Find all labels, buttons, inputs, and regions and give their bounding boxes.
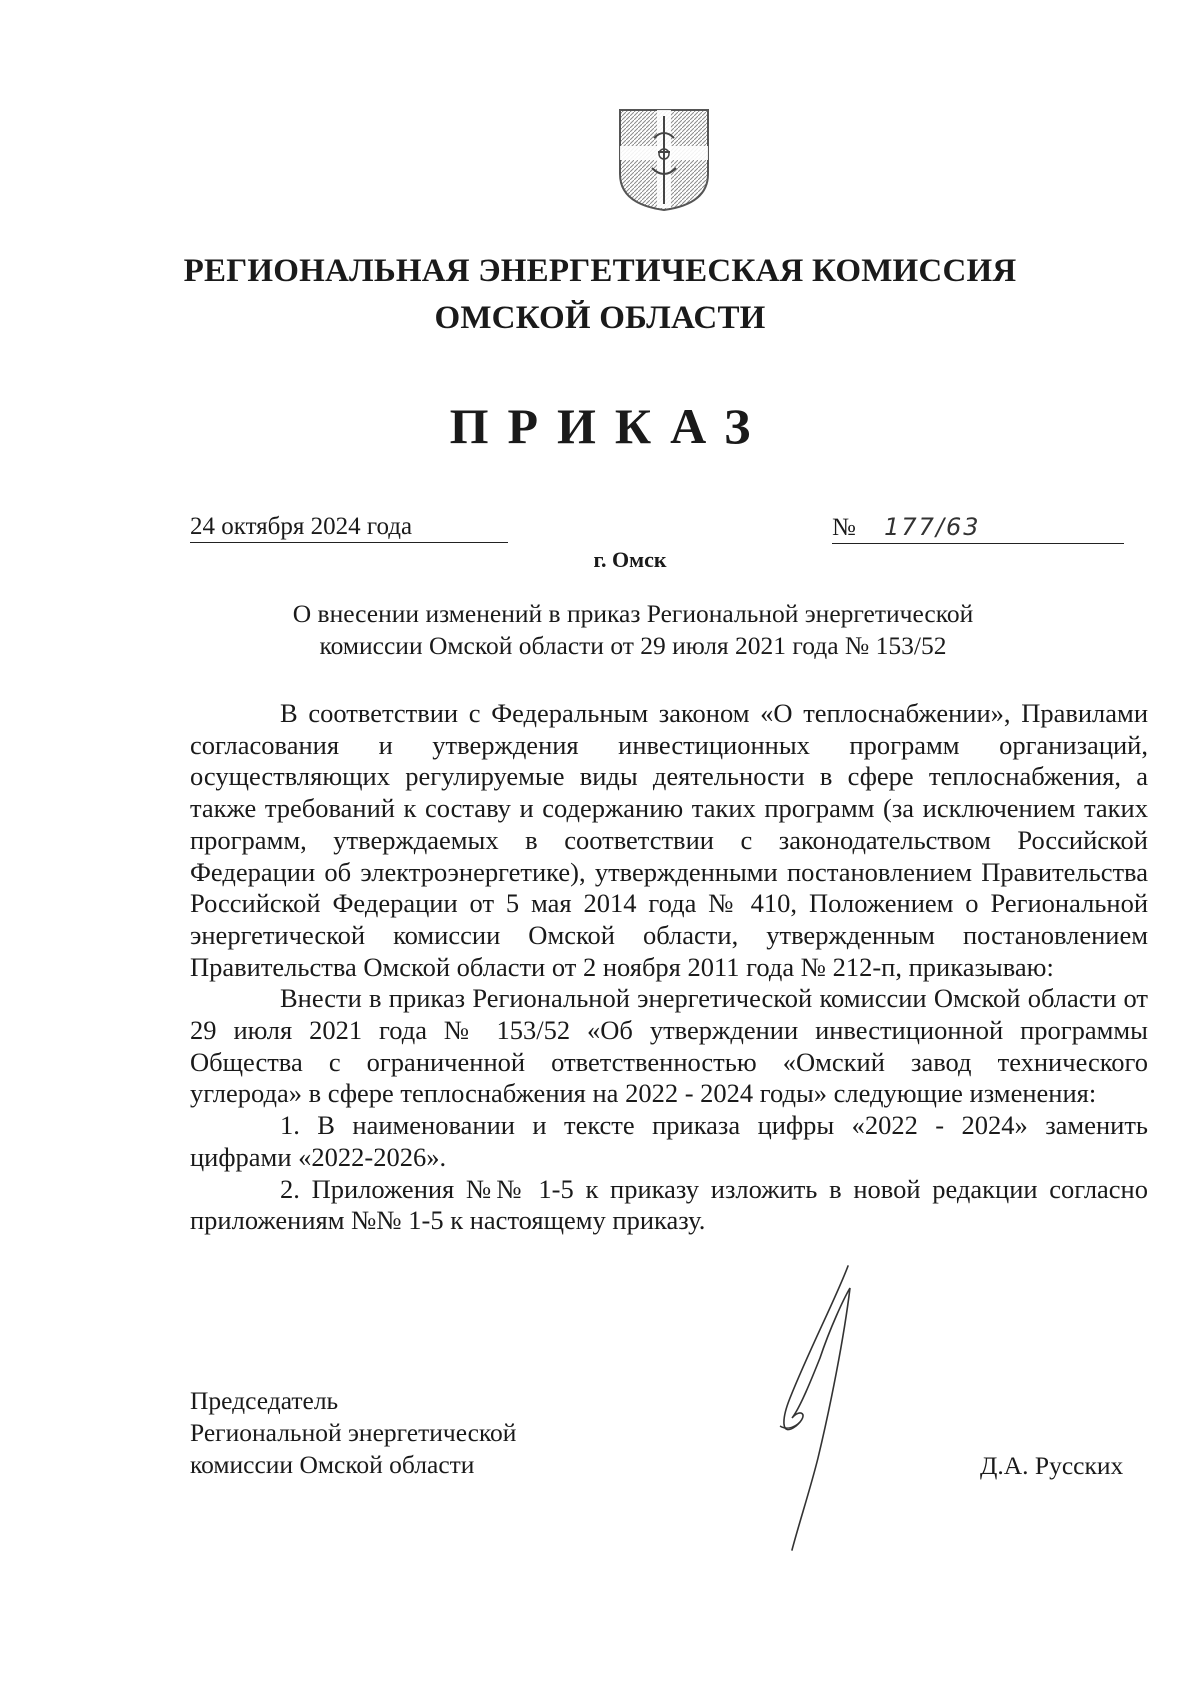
organization-name-line2: ОМСКОЙ ОБЛАСТИ bbox=[434, 300, 766, 336]
coat-of-arms-icon bbox=[618, 108, 710, 212]
document-title: ПРИКАЗ bbox=[449, 398, 770, 454]
order-number-value: 177/63 bbox=[884, 513, 981, 541]
handwritten-signature bbox=[740, 1258, 880, 1558]
body-paragraph-item-1: 1. В наименовании и тексте приказа цифры «2022 - 2024» заменить цифрами «2022-2026». bbox=[190, 1110, 1148, 1172]
signer-position-line2: Региональной энергетической bbox=[190, 1418, 517, 1447]
order-subject-line1: О внесении изменений в приказ Региональной энергетической bbox=[292, 599, 974, 628]
body-paragraph-directive: Внести в приказ Региональной энергетической комиссии Омской области от 29 июля 2021 года № 153/52 «Об утверждении инвестиционной программы Общества с ограниченной ответственностью «Омский завод технического углерода» в сфере теплоснабжения на 2022 - 2024 годы» следующие изменения: bbox=[190, 983, 1148, 1109]
order-city: г. Омск bbox=[593, 547, 667, 572]
signer-position-line1: Председатель bbox=[190, 1386, 339, 1415]
order-body bbox=[190, 698, 1148, 1237]
signer-name: Д.А. Русских bbox=[980, 1451, 1124, 1480]
order-number-label: № bbox=[832, 514, 856, 541]
order-subject-line2: комиссии Омской области от 29 июля 2021 года № 153/52 bbox=[319, 631, 947, 660]
signer-position bbox=[190, 1385, 516, 1481]
order-number-field bbox=[832, 512, 1124, 544]
signer-position-line3: комиссии Омской области bbox=[190, 1450, 475, 1479]
order-subject bbox=[0, 598, 1200, 662]
organization-name-line1: РЕГИОНАЛЬНАЯ ЭНЕРГЕТИЧЕСКАЯ КОМИССИЯ bbox=[183, 253, 1017, 289]
body-paragraph-preamble: В соответствии с Федеральным законом «О теплоснабжении», Правилами согласования и утверждения инвестиционных программ организаций, осуществляющих регулируемые виды деятельности в сфере теплоснабжения, а также требований к составу и содержанию таких программ (за исключением таких программ, утверждаемых в соответствии с законодательством Российской Федерации об электроэнергетике), утвержденными постановлением Правительства Российской Федерации от 5 мая 2014 года № 410, Положением о Региональной энергетической комиссии Омской области, утвержденным постановлением Правительства Омской области от 2 ноября 2011 года № 212-п, приказываю: bbox=[190, 698, 1148, 982]
organization-name bbox=[0, 248, 1200, 342]
body-paragraph-item-2: 2. Приложения №№ 1-5 к приказу изложить в новой редакции согласно приложениям №№ 1-5 к настоящему приказу. bbox=[190, 1173, 1148, 1236]
order-date: 24 октября 2024 года bbox=[190, 512, 508, 543]
